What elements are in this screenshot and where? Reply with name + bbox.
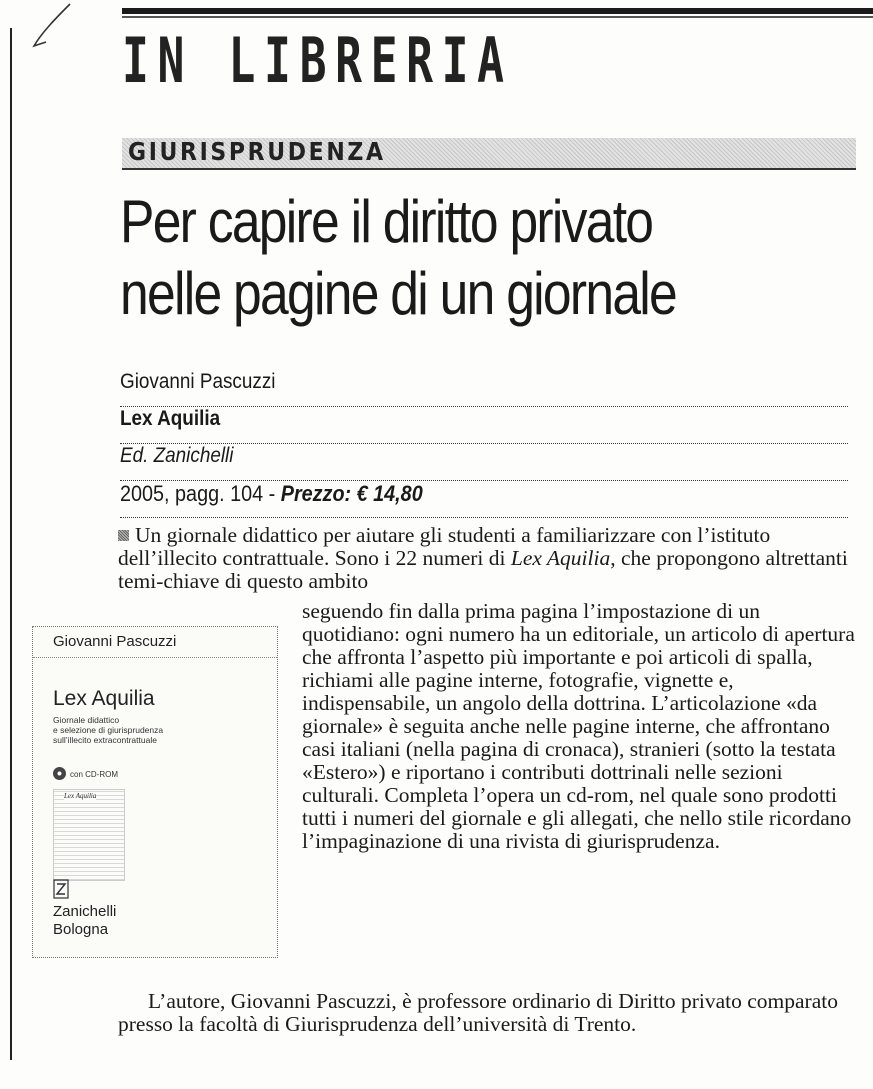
cd-rom-icon [53,767,66,780]
book-publisher-line [120,444,848,481]
book-price: Prezzo: € 14,80 [280,481,423,506]
cover-cd-badge [53,767,118,780]
headline [120,186,676,330]
body-p1-a: Un giornale didattico per aiutare gli studenti a familiarizzare con l’istituto dell’illecito contrattuale. Sono i 22 numeri di [118,523,771,570]
cover-subtitle-line-2: e selezione di giurisprudenza [53,725,164,735]
cover-divider [33,657,277,659]
cover-subtitle [53,715,163,745]
section-title: IN LIBRERIA [122,24,513,97]
cover-newspaper-illustration [53,789,125,881]
headline-line-1: Per capire il diritto privato [120,188,653,255]
body-paragraph-1 [118,524,858,593]
book-year-pages: 2005, pagg. 104 - [120,481,281,506]
publisher-logo-icon [53,879,69,899]
headline-line-2: nelle pagine di un giornale [120,260,677,327]
cover-title: Lex Aquilia [53,687,155,710]
book-publisher: Ed. Zanichelli [120,444,234,467]
body-p1-title: Lex Aquilia [510,546,611,570]
book-title: Lex Aquilia [120,407,221,430]
paragraph-marker-icon [118,530,129,541]
top-rule-thick [122,8,873,14]
book-cover-image [32,626,278,958]
category-label: GIURISPRUDENZA [128,137,386,166]
cover-subtitle-line-3: sull’illecito extracontrattuale [53,735,157,745]
body-paragraph-3: L’autore, Giovanni Pascuzzi, è professore ordinario di Diritto privato comparato presso la facoltà di Giurisprudenza dell’università di Trento. [118,989,838,1036]
corner-pen-mark [30,2,90,52]
cover-publisher [53,903,116,939]
book-author: Giovanni Pascuzzi [120,370,276,393]
top-rule-thin [122,16,873,18]
mini-masthead: Lex Aquilia [64,792,97,800]
cover-publisher-name: Zanichelli [53,903,117,920]
body-p1-b: , che propongono altrettanti temi-chiave di questo ambito [118,546,848,593]
book-info-line [120,481,848,518]
cover-subtitle-line-1: Giornale didattico [53,715,120,725]
cover-cd-label: con CD-ROM [70,770,119,779]
cover-publisher-city: Bologna [53,921,109,938]
body-paragraph-2: seguendo fin dalla prima pagina l’impostazione di un quotidiano: ogni numero ha un editoriale, un articolo di apertura che affronta l’aspetto più importante e poi articoli di spalla, richiami alle pagine interne, fotografie, vignette e, indispensabile, un angolo della dottrina. L’articolazione «da giornale» è seguita anche nelle pagine interne, che affrontano casi italiani (nella pagina di cronaca), stranieri (sotto la testata «Estero») e riportano i contributi dottrinali nelle sezioni culturali. Completa l’opera un cd-rom, nel quale sono prodotti tutti i numeri del giornale e gli allegati, che nello stile ricordano l’impaginazione di una rivista di giurisprudenza. [302,599,855,853]
book-author-line [120,370,848,407]
book-info [120,481,423,507]
book-title-line [120,407,848,444]
cover-author: Giovanni Pascuzzi [53,633,177,650]
left-column-rule [10,28,12,1060]
